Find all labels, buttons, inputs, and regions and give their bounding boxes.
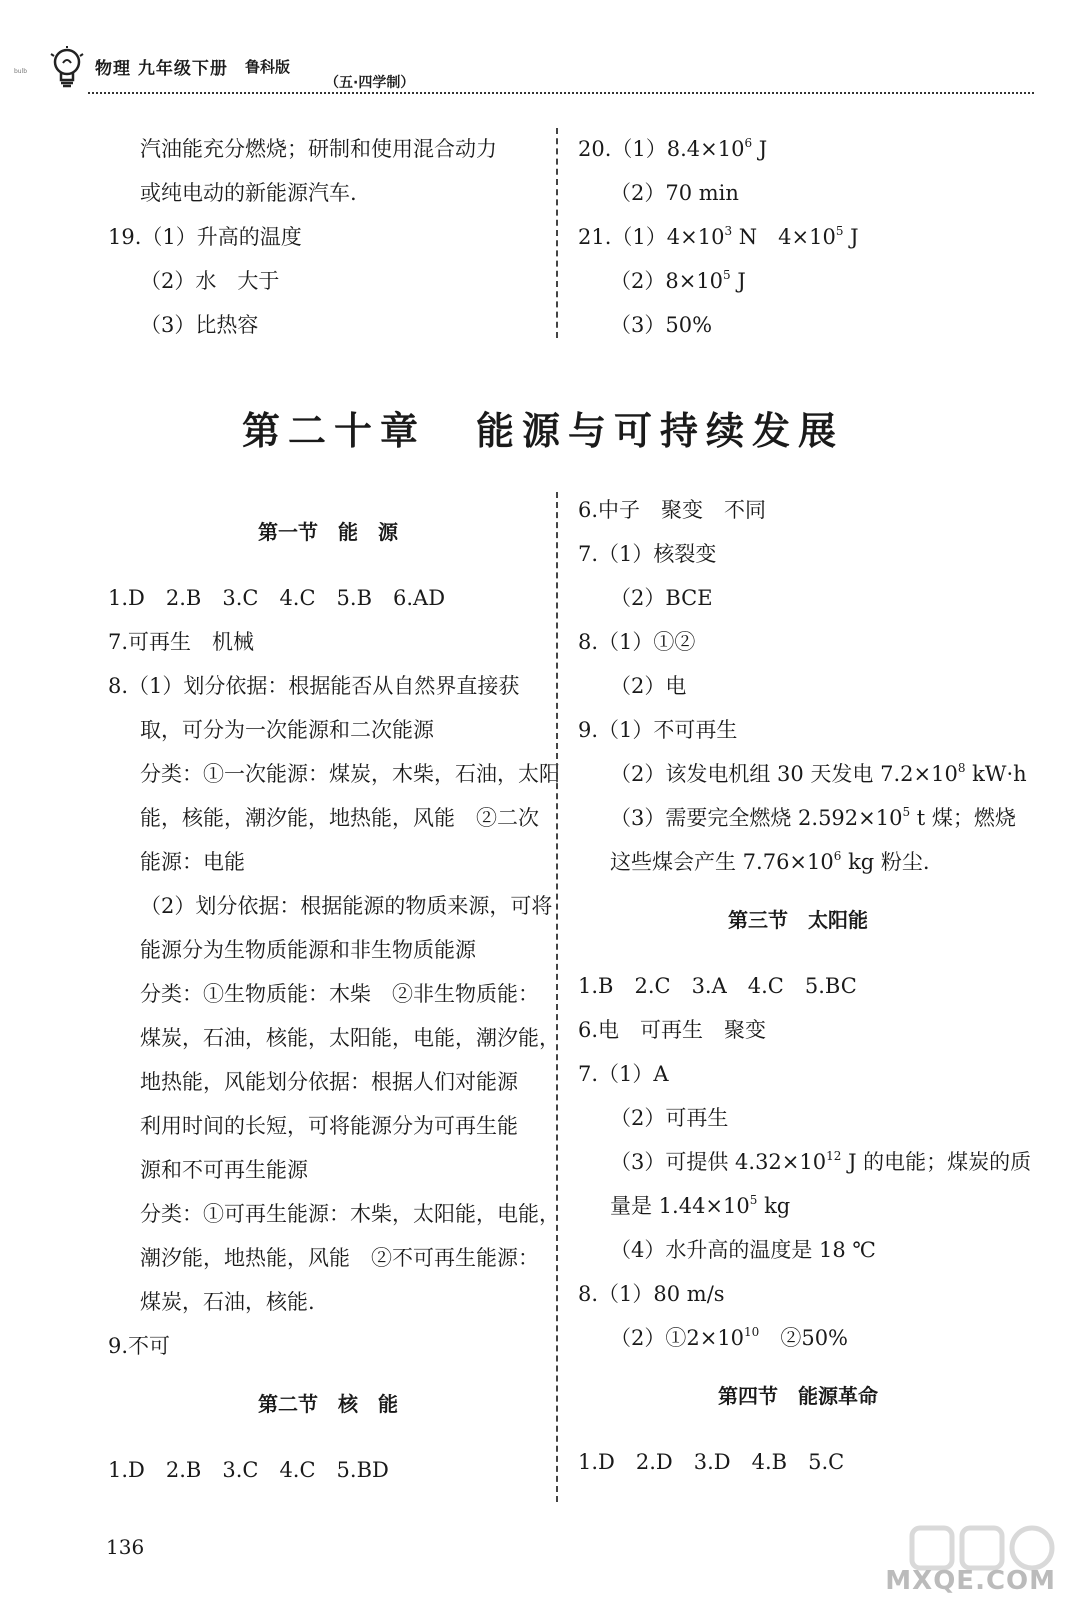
answer-line: 8.（1）80 m/s <box>578 1282 725 1306</box>
answer-line: 煤炭，石油，核能，太阳能，电能，潮汐能， <box>140 1026 560 1050</box>
answer-line: 地热能，风能划分依据：根据人们对能源 <box>140 1070 518 1094</box>
chapter-number: 第二十章 <box>241 409 426 453</box>
answer-line: 6.电 可再生 聚变 <box>578 1018 767 1042</box>
answer-line: 7.（1）A <box>578 1062 669 1086</box>
answer-line: 或纯电动的新能源汽车. <box>140 181 357 205</box>
answer-line: （2）水 大于 <box>140 269 280 293</box>
answer-line: 1.D 2.B 3.C 4.C 5.BD <box>108 1458 389 1482</box>
page-header <box>0 40 1086 100</box>
answer-line: （3）可提供 $4.32\times 10^{12}$ J 的电能；煤炭的质 <box>610 1149 1032 1174</box>
answer-line: （2）70 min <box>610 181 739 205</box>
answer-line: 1.B 2.C 3.A 4.C 5.BC <box>578 974 857 998</box>
answer-line: 这些煤会产生 $7.76\times 10^6$ kg 粉尘. <box>610 849 930 874</box>
top-left-column <box>108 127 497 347</box>
answer-line: 7.（1）核裂变 <box>578 542 717 566</box>
answer-line: $(2)①2\times 10^{10}$ ②50% <box>610 1325 849 1350</box>
answer-line: 6.中子 聚变 不同 <box>578 498 767 522</box>
lightbulb-icon <box>50 46 84 90</box>
answer-line: 1.D 2.D 3.D 4.B 5.C <box>578 1450 845 1474</box>
answer-line: （2）划分依据：根据能源的物质来源，可将 <box>140 894 553 918</box>
answer-line: 9.不可 <box>108 1334 171 1358</box>
answer-line: 潮汐能，地热能，风能 ②不可再生能源： <box>140 1246 539 1270</box>
answer-line: （4）水升高的温度是 18 ℃ <box>610 1238 876 1262</box>
header-edition: 鲁科版 <box>245 58 291 76</box>
answer-line: 1.D 2.B 3.C 4.C 5.B 6.AD <box>108 586 446 610</box>
chapter-name: 能源与可持续发展 <box>476 409 845 453</box>
answer-line: $20.(1)8.4\times 10^6$ J <box>578 136 768 161</box>
answer-line: 利用时间的长短，可将能源分为可再生能 <box>140 1114 518 1138</box>
column-divider-top <box>556 128 558 338</box>
answer-line: 汽油能充分燃烧；研制和使用混合动力 <box>140 137 497 161</box>
section-title: 第三节 太阳能 <box>728 908 868 932</box>
answer-line: 7.可再生 机械 <box>108 630 255 654</box>
header-title: 物理 九年级下册 <box>95 59 228 79</box>
column-divider-main <box>556 492 558 1502</box>
answer-line: 煤炭，石油，核能. <box>140 1290 315 1314</box>
answer-line: 分类：①可再生能源：木柴，太阳能，电能， <box>140 1202 560 1226</box>
answer-line: $(2)8\times 10^5$ J <box>610 268 746 293</box>
answer-line: 取，可分为一次能源和二次能源 <box>140 718 434 742</box>
header-divider <box>88 92 1034 94</box>
answer-line: （2）BCE <box>610 586 713 610</box>
answer-line: （3）需要完全燃烧 $2.592\times 10^5$ t 煤；燃烧 <box>610 805 1016 830</box>
chapter-title <box>0 400 1086 455</box>
header-system: （五·四学制） <box>325 75 415 91</box>
header-small-text: bulb <box>14 68 28 75</box>
page-number: 136 <box>106 1535 145 1559</box>
answer-line: 分类：①生物质能：木柴 ②非生物质能： <box>140 982 539 1006</box>
section-title: 第二节 核 能 <box>258 1392 398 1416</box>
left-column <box>108 510 560 1492</box>
answer-line: （3）50% <box>610 313 713 337</box>
answer-line: 量是 $1.44\times 10^5$ kg <box>610 1193 791 1218</box>
section-title: 第四节 能源革命 <box>718 1384 878 1408</box>
watermark-text: MXQE.COM <box>885 1566 1056 1596</box>
answer-line: 能，核能，潮汐能，地热能，风能 ②二次 <box>140 806 539 830</box>
answer-line: 源和不可再生能源 <box>140 1158 308 1182</box>
answer-line: 能源分为生物质能源和非生物质能源 <box>140 938 476 962</box>
answer-line: （2）该发电机组 30 天发电 $7.2\times 10^8$ kW·h <box>610 761 1027 786</box>
answer-line: 能源：电能 <box>140 850 245 874</box>
answer-line: 19.（1）升高的温度 <box>108 225 302 249</box>
right-column <box>578 488 1032 1484</box>
answer-line: 分类：①一次能源：煤炭，木柴，石油，太阳 <box>140 762 560 786</box>
answer-line: （2）可再生 <box>610 1106 729 1130</box>
answer-line: 8.（1）①② <box>578 630 696 654</box>
answer-line: 8.（1）划分依据：根据能否从自然界直接获 <box>108 674 520 698</box>
answer-line: 9.（1）不可再生 <box>578 718 738 742</box>
top-right-column <box>578 127 859 347</box>
section-title: 第一节 能 源 <box>258 520 398 544</box>
answer-line: （3）比热容 <box>140 313 259 337</box>
answer-line: （2）电 <box>610 674 687 698</box>
answer-line: $21.(1)4\times 10^3$ N $4\times 10^5$ J <box>578 224 859 249</box>
